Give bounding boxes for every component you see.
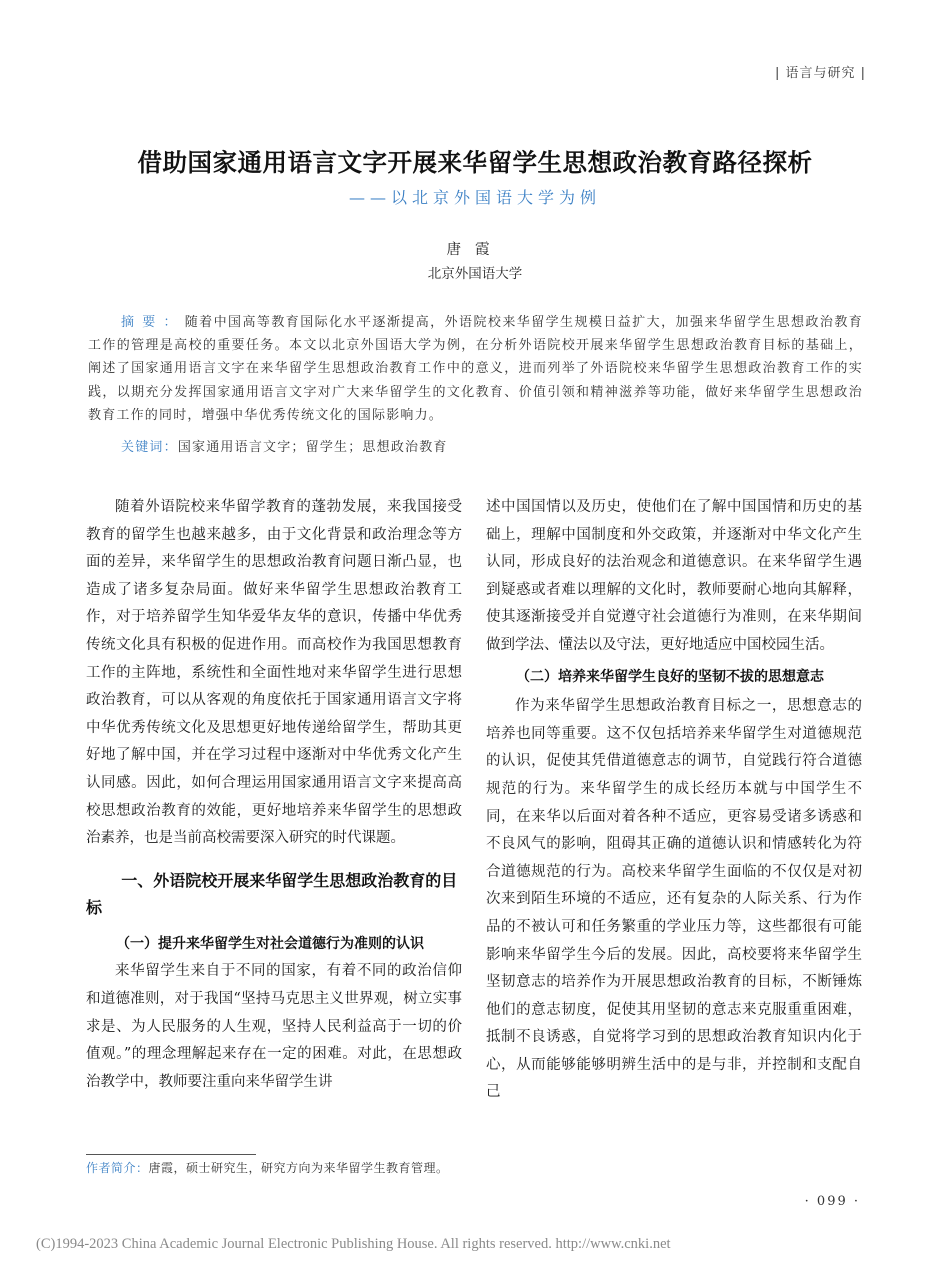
abstract-label: 摘要：	[121, 315, 185, 330]
right-column	[486, 494, 862, 1107]
page-number: · 099 ·	[804, 1194, 860, 1209]
keywords-label: 关键词：	[121, 440, 178, 455]
footnote-text: 唐霞，硕士研究生，研究方向为来华留学生教育管理。	[148, 1161, 449, 1175]
left-column	[86, 494, 462, 1096]
abstract-text: 随着中国高等教育国际化水平逐渐提高，外语院校来华留学生规模日益扩大，加强来华留学生思想政治教育工作的管理是高校的重要任务。本文以北京外国语大学为例，在分析外语院校开展来华留学生思想政治教育目标的基础上，阐述了国家通用语言文字在来华留学生思想政治教育工作中的意义，进而列举了外语院校来华留学生思想政治教育工作的实践，以期充分发挥国家通用语言文字对广大来华留学生的文化教育、价值引领和精神滋养等功能，做好来华留学生思想政治教育工作的同时，增强中华优秀传统文化的国际影响力。	[88, 315, 863, 423]
abstract	[88, 311, 863, 427]
section-1-heading: 一、外语院校开展来华留学生思想政治教育的目标	[86, 870, 458, 917]
copyright-notice: (C)1994-2023 China Academic Journal Electronic Publishing House. All rights reserved. http://www.cnki.net	[36, 1236, 671, 1252]
article-title: 借助国家通用语言文字开展来华留学生思想政治教育路径探析	[137, 148, 813, 177]
author-footnote	[86, 1159, 486, 1176]
author-affiliation: 北京外国语大学	[427, 266, 523, 282]
keywords-text: 国家通用语言文字；留学生；思想政治教育	[177, 440, 448, 455]
subsection-1-paragraph-left: 来华留学生来自于不同的国家，有着不同的政治信仰和道德准则，对于我国“坚持马克思主义世界观，树立实事求是、为人民服务的人生观，坚持人民利益高于一切的价值观。”的理念理解起来存在一定的困难。对此，在思想政治教学中，教师要注重向来华留学生讲	[86, 963, 462, 1090]
footnote-label: 作者简介：	[86, 1161, 149, 1175]
author-name: 唐霞	[446, 242, 504, 258]
subsection-2-heading: （二）培养来华留学生良好的坚韧不拔的思想意志	[516, 668, 824, 685]
subsection-1-paragraph-right: 述中国国情以及历史，使他们在了解中国国情和历史的基础上，理解中国制度和外交政策，并逐渐对中华文化产生认同，形成良好的法治观念和道德意识。在来华留学生遇到疑惑或者难以理解的文化时，教师要耐心地向其解释，使其逐渐接受并自觉遵守社会道德行为准则，在来华期间做到学法、懂法以及守法，更好地适应中国校园生活。	[486, 499, 862, 653]
intro-paragraph: 随着外语院校来华留学教育的蓬勃发展，来我国接受教育的留学生也越来越多，由于文化背景和政治理念等方面的差异，来华留学生的思想政治教育问题日渐凸显，也造成了诸多复杂局面。做好来华留学生思想政治教育工作，对于培养留学生知华爱华友华的意识，传播中华优秀传统文化具有积极的促进作用。而高校作为我国思想教育工作的主阵地，系统性和全面性地对来华留学生进行思想政治教育，可以从客观的角度依托于国家通用语言文字将中华优秀传统文化及思想更好地传递给留学生，帮助其更好地了解中国，并在学习过程中逐渐对中华优秀文化产生认同感。因此，如何合理运用国家通用语言文字来提高高校思想政治教育的效能，更好地培养来华留学生的思想政治素养，也是当前高校需要深入研究的时代课题。	[86, 499, 462, 847]
keywords	[121, 436, 861, 455]
subsection-1-heading: （一）提升来华留学生对社会道德行为准则的认识	[116, 935, 424, 952]
subsection-2-paragraph: 作为来华留学生思想政治教育目标之一，思想意志的培养也同等重要。这不仅包括培养来华留学生对道德规范的认识，促使其凭借道德意志的调节，自觉践行符合道德规范的行为。来华留学生的成长经历本就与中国学生不同，在来华以后面对着各种不适应，更容易受诸多诱惑和不良风气的影响，阻碍其正确的道德认识和情感转化为符合道德规范的行为。高校来华留学生面临的不仅仅是对初次来到陌生环境的不适应，还有复杂的人际关系、行为作品的不被认可和任务繁重的学业压力等，这些都很有可能影响来华留学生今后的发展。因此，高校要将来华留学生坚韧意志的培养作为开展思想政治教育的目标，不断锤炼他们的意志韧度，促使其用坚韧的意志来克服重重困难，抵制不良诱惑，自觉将学习到的思想政治教育知识内化于心，从而能够能够明辨生活中的是与非，并控制和支配自己	[486, 698, 862, 1101]
article-subtitle: ——以北京外国语大学为例	[348, 188, 601, 207]
section-tag: | 语言与研究 |	[774, 66, 866, 81]
footnote-rule	[86, 1154, 256, 1155]
